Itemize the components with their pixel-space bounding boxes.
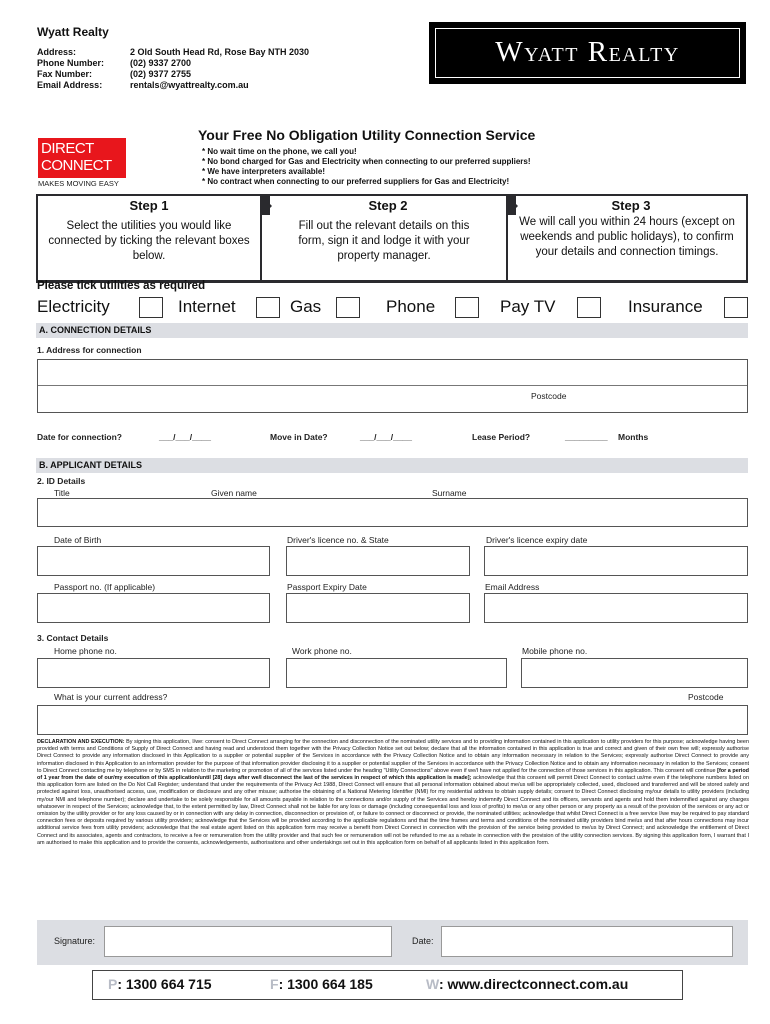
passport-expiry-label: Passport Expiry Date [287, 582, 367, 592]
footer-fax-number: : 1300 664 185 [278, 976, 373, 992]
insurance-checkbox[interactable] [724, 297, 748, 318]
section-a-bar [36, 323, 748, 338]
realty-address-row [37, 47, 309, 58]
utility-label-electricity: Electricity [37, 297, 110, 316]
wyatt-realty-logo-text: Wyatt Realty [495, 36, 680, 68]
phone-checkbox[interactable] [455, 297, 479, 318]
connection-address-input[interactable] [37, 359, 748, 413]
current-address-input[interactable] [37, 705, 748, 735]
current-postcode-label: Postcode [688, 692, 724, 702]
step-2-text: Fill out the relevant details on this form, sign it and lodge it with your property manager. [262, 215, 506, 280]
licence-expiry-input[interactable] [484, 546, 748, 576]
wyatt-realty-logo [429, 22, 746, 84]
utility-label-internet: Internet [178, 297, 236, 316]
date-for-connection-blank[interactable]: ___/___/____ [159, 432, 211, 442]
direct-connect-logo-block [38, 138, 126, 178]
electricity-checkbox[interactable] [139, 297, 163, 318]
lease-period-label: Lease Period? [472, 432, 531, 442]
realty-email-row [37, 80, 309, 91]
phone-label: Phone Number: [37, 58, 105, 68]
footer-phone-number: : 1300 664 715 [117, 976, 212, 992]
footer-web-link[interactable]: : www.directconnect.com.au [438, 976, 629, 992]
home-phone-label: Home phone no. [54, 646, 117, 656]
realty-phone-row [37, 58, 309, 69]
hero-bullet-1: * No wait time on the phone, we call you! [202, 147, 357, 156]
direct-connect-logo [38, 135, 130, 187]
utility-label-phone: Phone [386, 297, 436, 316]
connection-postcode-label: Postcode [531, 391, 567, 401]
licence-expiry-label: Driver's licence expiry date [486, 535, 588, 545]
current-address-label: What is your current address? [54, 692, 168, 702]
declaration-part-2: acknowledge that this consent will permit Direct Connect to contact us/me even if the telephone numbers listed on this application form are listed on the Do Not Call Register; understand that under the requirements of the Privacy Act 1988, Direct Connect will ensure that all personal information obtained about me/us will be appropriately collected, used, disclosed and transferred and will be stored safely and protected against loss, unauthorised access, use, modification or disclosure and any other misuse; authorise the obtaining of a National Metering Identifier (NMI) for my residential address to obtain supply details; consent to Direct Connect disclosing my/our details to utility providers (including my/our NMI and telephone number); declare and undertake to be solely responsible for all amounts payable in relation to the connections and/or supply of the Services and hereby indemnify Direct Connect and its officers, servants and agents and hold them indemnified against any charges whatsoever in respect of the Services; acknowledge that, to the extent permitted by law, Direct Connect shall not be liable for any loss or damage (including consequential loss and loss of profits) to me/us or any other person or any property as a result of the provision of the services or any act or omission by the utility provider or for any loss caused by or in connection with any delay in connection, disconnection or provision of, or failure to connect or disconnect or provide, the nominated utilities; acknowledge that whilst Direct Connect is a free service I/we may be required to pay standard connection fees or deposits required by various utility providers; acknowledge that the Services will be provided according to the applicable regulations and that the time frames and terms and conditions of the nominated utility providers bind me/us and that after hours connections may incur additional service fees from utility providers; acknowledge that the real estate agent listed on this application form may receive a benefit from Direct Connect in connection with the provision of the service being provided to me/us by Direct Connect; and acknowledge the entitlement of Direct Connect and its associates, agents and contractors, to receive a fee or remuneration from the utility provider and that such fee or remuneration will not be refunded to me as a rebate in connection with the provision of the utility connection services. By signing this application form, I warrant that I am authorised to make this application and to provide the consents, acknowledgements, authorisations and other undertakings set out in this application form on behalf of all applicants listed in this application form. [37, 775, 749, 846]
contact-details-heading: 3. Contact Details [37, 633, 109, 643]
sign-date-input[interactable] [441, 926, 733, 957]
fax-value: (02) 9377 2755 [130, 69, 192, 79]
footer-fax [270, 976, 373, 992]
logo-tagline: MAKES MOVING EASY [38, 179, 119, 188]
realty-contact-table [37, 47, 309, 91]
hero-bullet-4: * No contract when connecting to our preferred suppliers for Gas and Electricity! [202, 177, 510, 186]
declaration-heading: DECLARATION AND EXECUTION: [37, 739, 125, 745]
fax-label: Fax Number: [37, 69, 93, 79]
step-2-title: Step 2 [270, 196, 506, 215]
date-of-birth-label: Date of Birth [54, 535, 102, 545]
mobile-phone-label: Mobile phone no. [522, 646, 588, 656]
gas-checkbox[interactable] [336, 297, 360, 318]
footer-web [426, 976, 628, 992]
step-3-text: We will call you within 24 hours (except on weekends and public holidays), to confirm your details and connection timings. [508, 215, 746, 280]
section-b-bar [36, 458, 748, 473]
address-value: 2 Old South Head Rd, Rose Bay NTH 2030 [130, 47, 310, 57]
months-label: Months [618, 432, 649, 442]
declaration-bold-part: [for a period of 1 year from the date of our/my execution of this application/until [28] days after we/I disconnect the last of the services in respect of which this application is made]; [37, 767, 749, 782]
passport-input[interactable] [37, 593, 270, 623]
internet-checkbox[interactable] [256, 297, 280, 318]
id-details-heading: 2. ID Details [37, 476, 86, 486]
signature-label: Signature: [54, 936, 96, 946]
title-label: Title [54, 488, 70, 498]
footer-web-prefix: W [426, 976, 439, 992]
home-phone-input[interactable] [37, 658, 270, 688]
drivers-licence-label: Driver's licence no. & State [287, 535, 389, 545]
pay-tv-checkbox[interactable] [577, 297, 601, 318]
declaration-part-1: By signing this application, I/we: consent to Direct Connect arranging for the connection and disconnection of the nominated utility services and to providing information contained in this application to utility providers for this purpose; acknowledge having been provided with terms and Conditions of Supply of Direct Connect and having read and understood them together with the Privacy Collection Notice set out below; declare that all the information contained in this application is true and correct and given of their own free will; expressly authorise Direct Connect to provide any information disclosed in this Application to a supplier or potential supplier of the Services in accordance with the Privacy Collection Notice and to obtain any information necessary in relation to the Services; expressly authorise Direct Connect to provide any information disclosed in this Application to an information provider for the purpose of that information provider disclosing it to a supplier or potential supplier of the Services in accordance with the Privacy Collection Notice and to obtain any information necessary in relation to the Services; consent to Direct Connect contacting me by telephone or by SMS in relation to the marketing or promotion of all of the services listed under the heading "Utility Connections" above even if we/I have not applied for the connection of those services in this application. This consent will continue [37, 739, 749, 774]
email-value: rentals@wyattrealty.com.au [130, 80, 249, 90]
work-phone-label: Work phone no. [292, 646, 352, 656]
hero-bullet-2: * No bond charged for Gas and Electricity when connecting to our preferred suppliers! [202, 157, 531, 166]
footer-fax-prefix: F [270, 976, 279, 992]
move-in-date-label: Move in Date? [270, 432, 328, 442]
address-for-connection-label: 1. Address for connection [37, 345, 142, 355]
signature-input[interactable] [104, 926, 392, 957]
sign-date-label: Date: [412, 936, 434, 946]
date-of-birth-input[interactable] [37, 546, 270, 576]
mobile-phone-input[interactable] [521, 658, 748, 688]
step-3-title: Step 3 [516, 196, 746, 215]
step-1-text: Select the utilities you would like connected by ticking the relevant boxes below. [38, 215, 260, 280]
address-label: Address: [37, 47, 77, 57]
email-address-label: Email Address [485, 582, 540, 592]
declaration-text [37, 739, 749, 847]
realty-fax-row [37, 69, 309, 80]
utility-label-pay-tv: Pay TV [500, 297, 556, 316]
name-input[interactable] [37, 498, 748, 527]
hero-bullet-3: * We have interpreters available! [202, 167, 326, 176]
realty-name: Wyatt Realty [37, 25, 109, 39]
passport-label: Passport no. (If applicable) [54, 582, 156, 592]
email-input[interactable] [484, 593, 748, 623]
section-a-title: A. CONNECTION DETAILS [39, 325, 152, 335]
utility-label-insurance: Insurance [628, 297, 703, 316]
logo-line-1: DIRECT [41, 140, 94, 157]
step-1-title: Step 1 [38, 196, 260, 215]
drivers-licence-input[interactable] [286, 546, 470, 576]
footer-phone-prefix: P [108, 976, 118, 992]
given-name-label: Given name [211, 488, 257, 498]
footer-phone [108, 976, 212, 992]
hero-title: Your Free No Obligation Utility Connection Service [198, 127, 536, 143]
date-for-connection-label: Date for connection? [37, 432, 123, 442]
move-in-date-blank[interactable]: ___/___/____ [360, 432, 412, 442]
utility-label-gas: Gas [290, 297, 322, 316]
utilities-heading: Please tick utilities as required [37, 280, 206, 292]
work-phone-input[interactable] [286, 658, 507, 688]
logo-line-2: CONNECT [41, 157, 112, 174]
surname-label: Surname [432, 488, 467, 498]
section-b-title: B. APPLICANT DETAILS [39, 460, 142, 470]
passport-expiry-input[interactable] [286, 593, 470, 623]
phone-value: (02) 9337 2700 [130, 58, 192, 68]
lease-period-blank[interactable]: _________ [565, 432, 608, 442]
email-label: Email Address: [37, 80, 103, 90]
